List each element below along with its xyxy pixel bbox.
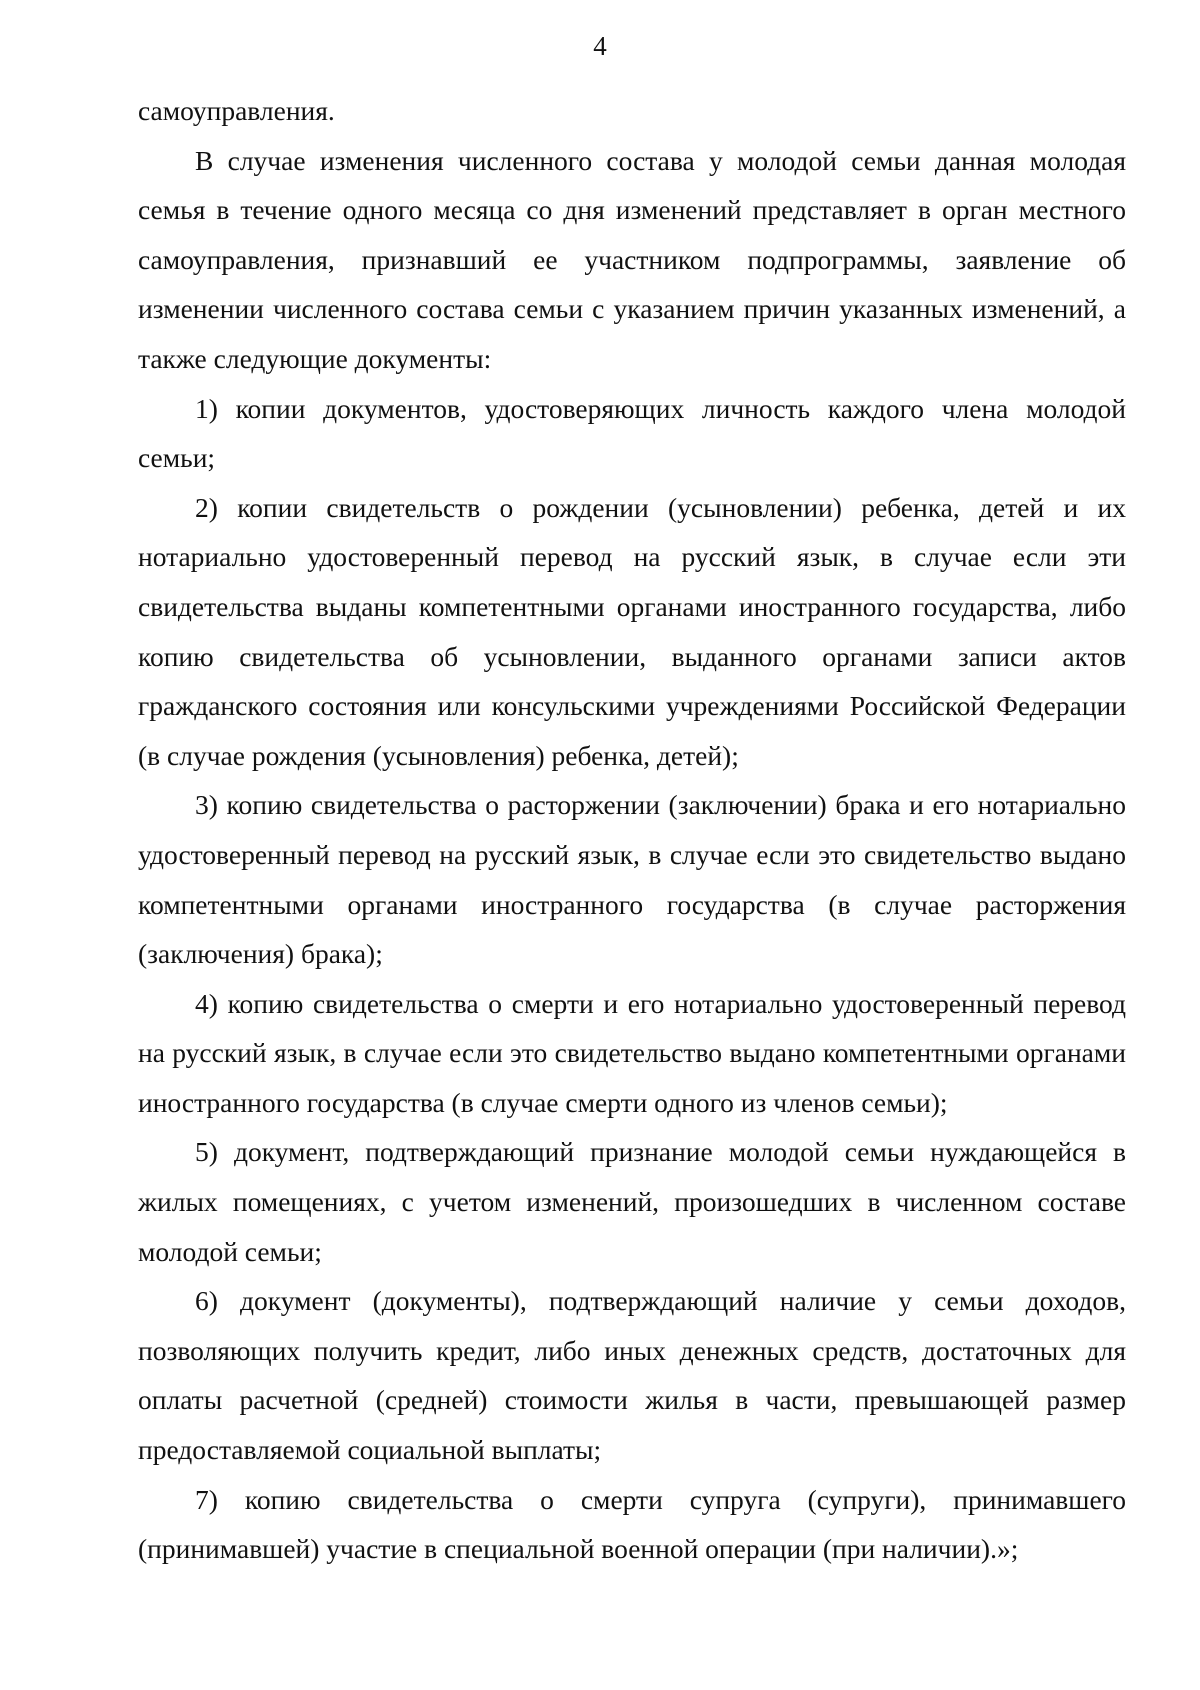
list-item-3-marriage-divorce-certificate: 3) копию свидетельства о расторжении (заключении) брака и его нотариально удостоверенный перевод на русский язык, в случае если это свидетельство выдано компетентными органами иностранного государства (в случае расторжения (заключения) брака);	[138, 789, 1126, 970]
list-item-1-identity-documents: 1) копии документов, удостоверяющих личность каждого члена молодой семьи;	[138, 392, 1126, 474]
list-item-2-birth-adoption-certificates: 2) копии свидетельств о рождении (усыновлении) ребенка, детей и их нотариально удостоверенный перевод на русский язык, в случае если эти свидетельства выданы компетентными органами иностранного государства, либо копию свидетельства об усыновлении, выданного органами записи актов гражданского состояния или консульскими учреждениями Российской Федерации (в случае рождения (усыновления) ребенка, детей);	[138, 491, 1126, 771]
paragraph-change-of-family-composition: В случае изменения численного состава у молодой семьи данная молодая семья в течение одного месяца со дня изменений представляет в орган местного самоуправления, признавший ее участником подпрограммы, заявление об изменении численного состава семьи с указанием причин указанных изменений, а также следующие документы:	[138, 144, 1126, 374]
list-item-5-housing-need-document: 5) документ, подтверждающий признание молодой семьи нуждающейся в жилых помещениях, с учетом изменений, произошедших в численном составе молодой семьи;	[138, 1136, 1126, 1267]
paragraph-continuation: самоуправления.	[138, 95, 335, 126]
page-number: 4	[593, 31, 607, 61]
document-body	[138, 86, 1126, 1574]
list-item-7-spouse-death-certificate: 7) копию свидетельства о смерти супруга (супруги), принимавшего (принимавшей) участие в специальной военной операции (при наличии).»;	[138, 1483, 1126, 1565]
list-item-6-income-documents: 6) документ (документы), подтверждающий наличие у семьи доходов, позволяющих получить кредит, либо иных денежных средств, достаточных для оплаты расчетной (средней) стоимости жилья в части, превышающей размер предоставляемой социальной выплаты;	[138, 1285, 1126, 1466]
list-item-4-death-certificate: 4) копию свидетельства о смерти и его нотариально удостоверенный перевод на русский язык, в случае если это свидетельство выдано компетентными органами иностранного государства (в случае смерти одного из членов семьи);	[138, 987, 1126, 1118]
